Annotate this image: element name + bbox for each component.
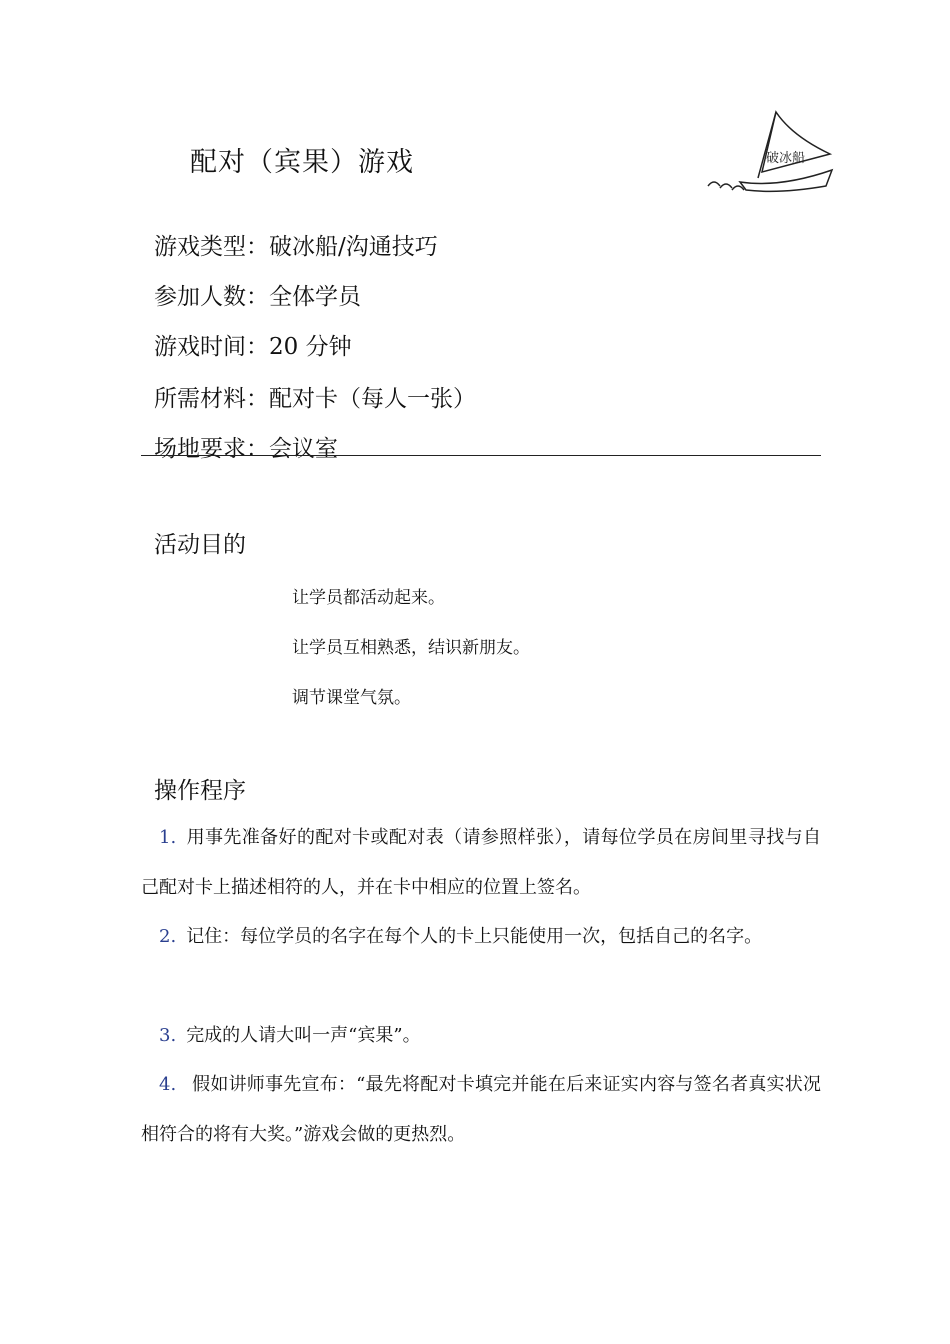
procedure-step [141, 1060, 821, 1160]
info-value: 20 分钟 [269, 334, 352, 360]
goals-heading: 活动目的 [154, 532, 246, 558]
step-number: 4. [159, 1074, 177, 1095]
info-label: 游戏时间： [154, 334, 269, 360]
page-title: 配对（宾果）游戏 [190, 147, 414, 178]
info-value: 破冰船/沟通技巧 [269, 234, 438, 260]
step-text: 用事先准备好的配对卡或配对表（请参照样张），请每位学员在房间里寻找与自己配对卡上描述相符的人，并在卡中相应的位置上签名。 [141, 827, 821, 898]
info-materials [154, 380, 476, 413]
info-duration [154, 328, 352, 361]
info-venue [154, 430, 338, 463]
procedure-heading: 操作程序 [154, 778, 246, 804]
sailboat-icon [700, 108, 840, 203]
divider [141, 455, 821, 456]
step-number: 1. [159, 827, 177, 848]
info-value: 全体学员 [269, 284, 361, 310]
step-text: 假如讲师事先宣布：“最先将配对卡填完并能在后来证实内容与签名者真实状况相符合的将有大奖。”游戏会做的更热烈。 [141, 1074, 821, 1145]
step-text: 完成的人请大叫一声“宾果”。 [186, 1025, 421, 1046]
info-label: 场地要求： [154, 436, 269, 462]
info-label: 游戏类型： [154, 234, 269, 260]
goal-item: 让学员互相熟悉，结识新朋友。 [292, 638, 530, 658]
procedure-step [141, 813, 821, 913]
goal-item: 调节课堂气氛。 [292, 688, 411, 708]
logo-text: 破冰船 [766, 151, 806, 166]
step-text: 记住：每位学员的名字在每个人的卡上只能使用一次，包括自己的名字。 [186, 926, 763, 947]
info-value: 会议室 [269, 436, 338, 462]
step-number: 3. [159, 1025, 177, 1046]
info-participants [154, 278, 361, 311]
step-number: 2. [159, 926, 177, 947]
goal-item: 让学员都活动起来。 [292, 588, 445, 608]
procedure-step [141, 912, 821, 962]
info-label: 参加人数： [154, 284, 269, 310]
info-label: 所需材料： [154, 386, 269, 412]
info-type [154, 228, 438, 261]
procedure-step [141, 1011, 821, 1061]
info-value: 配对卡（每人一张） [269, 386, 476, 412]
